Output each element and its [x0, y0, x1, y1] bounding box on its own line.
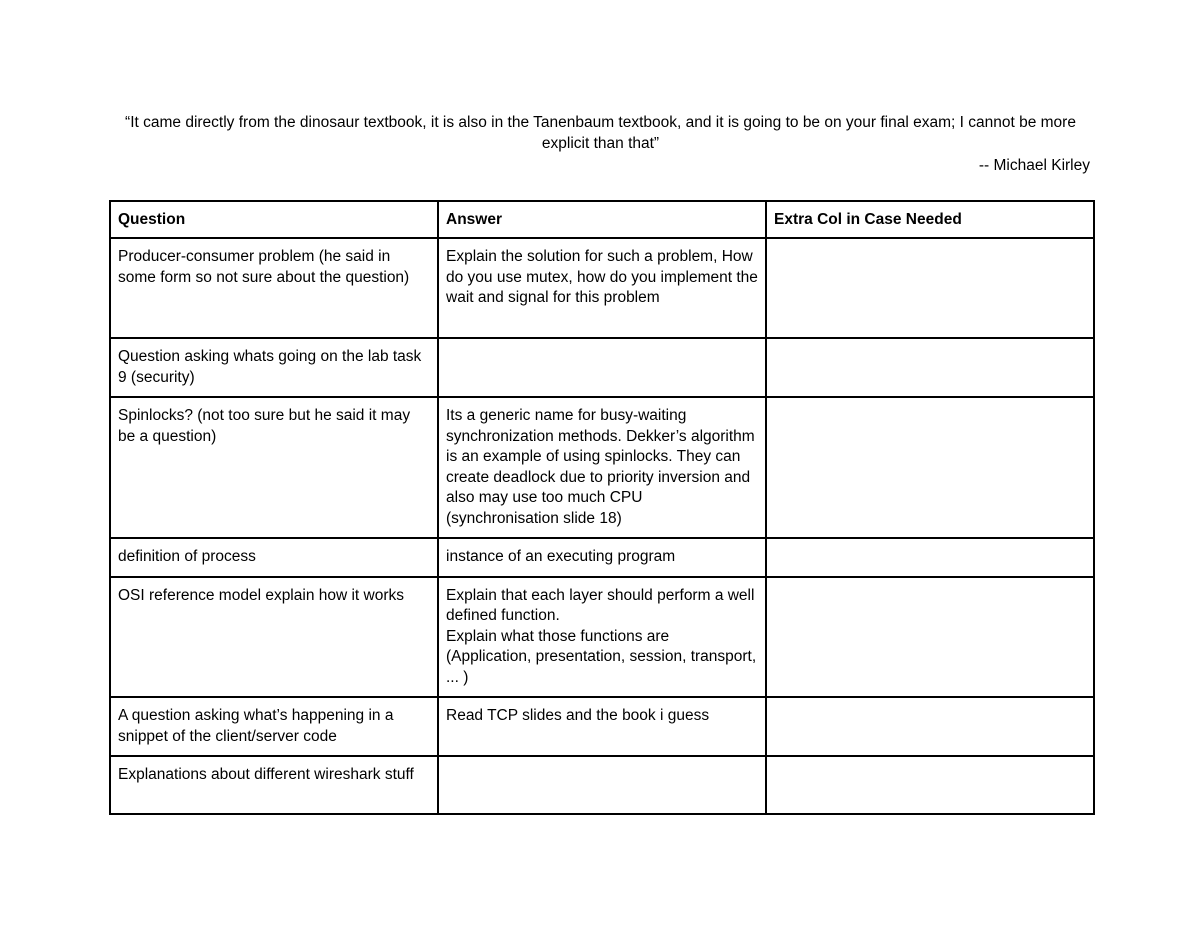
table-row: [110, 577, 1094, 698]
table-row: [110, 397, 1094, 538]
column-header-answer: Answer: [438, 201, 766, 238]
question-text: Explanations about different wireshark stuff: [118, 766, 414, 783]
question-cell: [110, 238, 438, 338]
quote-attribution: -- Michael Kirley: [978, 157, 1090, 174]
answer-text: Read TCP slides and the book i guess: [446, 707, 710, 724]
answer-cell: [438, 238, 766, 338]
answer-text: instance of an executing program: [446, 548, 676, 565]
exam-notes-table: [109, 200, 1095, 815]
question-text: definition of process: [118, 548, 256, 565]
answer-text: Explain the solution for such a problem, How do you use mutex, how do you implement the wait and signal for this problem: [446, 248, 758, 306]
answer-cell: [438, 756, 766, 814]
extra-cell: [766, 338, 1094, 397]
question-cell: [110, 756, 438, 814]
column-header-question: Question: [110, 201, 438, 238]
table-row: [110, 238, 1094, 338]
extra-cell: [766, 577, 1094, 698]
table-row: [110, 538, 1094, 577]
table-row: [110, 756, 1094, 814]
extra-cell: [766, 756, 1094, 814]
question-text: OSI reference model explain how it works: [118, 586, 405, 604]
column-header-extra: Extra Col in Case Needed: [766, 201, 1094, 238]
answer-cell: [438, 397, 766, 538]
question-cell: [110, 338, 438, 397]
answer-text: Explain that each layer should perform a well defined function. Explain what those functions are (Application, presentation, session, transport, ... ): [446, 586, 757, 686]
question-cell: [110, 538, 438, 577]
extra-cell: [766, 538, 1094, 577]
table-row: [110, 338, 1094, 397]
extra-cell: [766, 397, 1094, 538]
question-cell: [110, 577, 438, 698]
table-row: [110, 697, 1094, 756]
answer-text: Its a generic name for busy-waiting synchronization methods. Dekker’s algorithm is an example of using spinlocks. They can create deadlock due to priority inversion and also may use too much CPU (synchronisation slide 18): [446, 407, 755, 527]
answer-cell: [438, 697, 766, 756]
extra-cell: [766, 697, 1094, 756]
question-text: Question asking whats going on the lab task 9 (security): [118, 348, 422, 386]
question-text: Spinlocks? (not too sure but he said it may be a question): [118, 407, 411, 445]
question-cell: [110, 697, 438, 756]
quote-text: “It came directly from the dinosaur textbook, it is also in the Tanenbaum textbook, and it is going to be on your final exam; I cannot be more explicit than that”: [125, 114, 1076, 152]
answer-cell: [438, 338, 766, 397]
question-cell: [110, 397, 438, 538]
answer-cell: [438, 538, 766, 577]
answer-cell: [438, 577, 766, 698]
question-text: Producer-consumer problem (he said in some form so not sure about the question): [118, 248, 410, 286]
table-header-row: [110, 201, 1094, 238]
question-text: A question asking what’s happening in a snippet of the client/server code: [118, 707, 394, 745]
extra-cell: [766, 238, 1094, 338]
